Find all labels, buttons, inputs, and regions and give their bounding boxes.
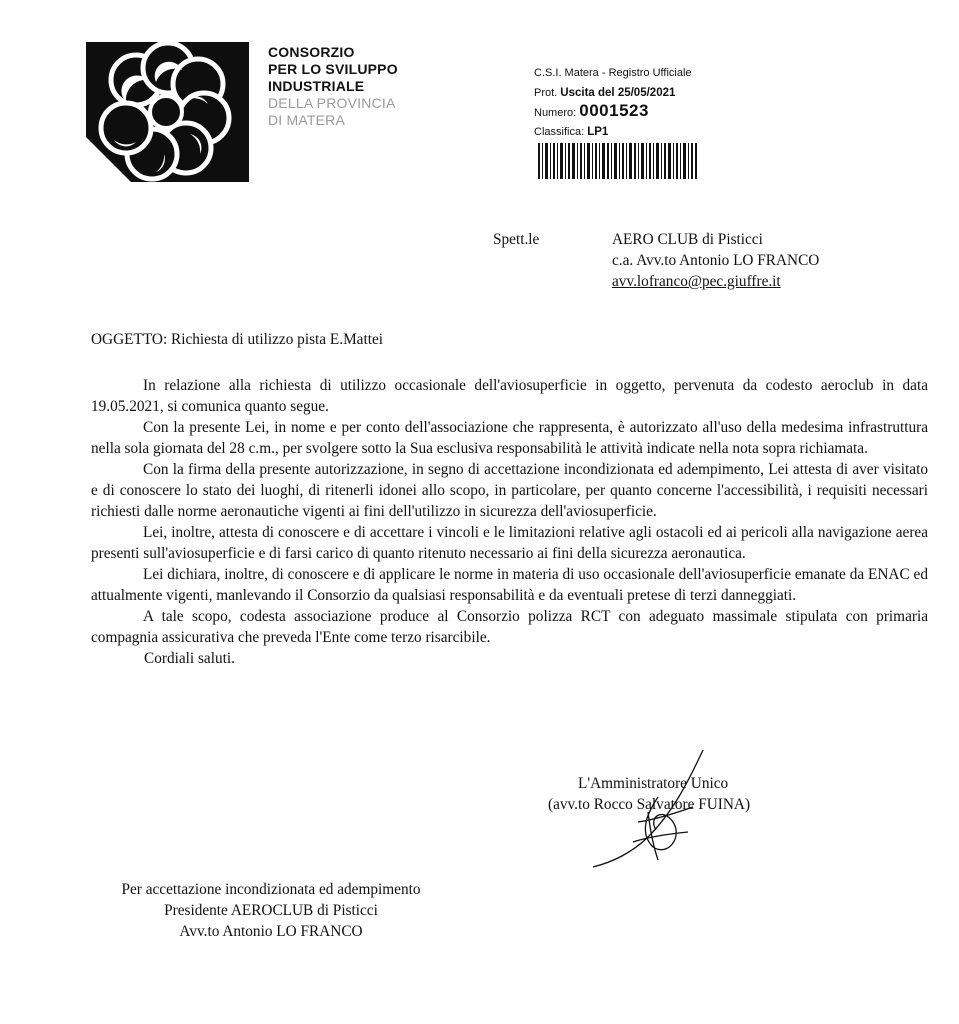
addressee-attention: c.a. Avv.to Antonio LO FRANCO (612, 252, 820, 269)
acceptance-line: Avv.to Antonio LO FRANCO (179, 923, 363, 940)
body-paragraph: Con la firma della presente autorizzazione, in segno di accettazione incondizionata ed adempimento, Lei attesta di aver visitato e di conoscere lo stato dei luoghi, di ritenerli idonei allo scopo, in particolare, per quanto concerne l'accessibilità, i requisiti necessari richiesti dalle norme aeronautiche vigenti ai fini dell'utilizzo in sicurezza dell'aviosuperficie. (91, 461, 928, 520)
org-line: DELLA PROVINCIA (268, 95, 396, 111)
stamp-classification-label: Classifica: (534, 126, 585, 138)
stamp-number-label: Numero: (534, 107, 577, 119)
stamp-classification-value: LP1 (587, 126, 609, 138)
stamp-protocol-label: Prot. (534, 87, 558, 99)
stamp-number (534, 103, 649, 121)
acceptance-line: Per accettazione incondizionata ed adempimento (121, 881, 421, 898)
org-line: DI MATERA (268, 112, 345, 128)
org-line: INDUSTRIALE (268, 78, 365, 94)
stamp-title: C.S.I. Matera - Registro Ufficiale (534, 67, 692, 79)
organization-name (268, 44, 398, 129)
letter-subject: OGGETTO: Richiesta di utilizzo pista E.Mattei (91, 331, 384, 348)
acceptance-line: Presidente AEROCLUB di Pisticci (164, 902, 378, 919)
signatory-name: (avv.to Rocco Salvatore FUINA) (548, 796, 751, 813)
letter-body (91, 375, 928, 669)
signatory-role: L'Amministratore Unico (578, 775, 729, 792)
acceptance-block (91, 879, 451, 942)
body-paragraph: In relazione alla richiesta di utilizzo occasionale dell'aviosuperficie in oggetto, pervenuta da codesto aeroclub in data 19.05.2021, si comunica quanto segue. (91, 377, 928, 415)
addressee-salutation: Spett.le (493, 231, 540, 248)
body-paragraph: Lei dichiara, inoltre, di conoscere e di applicare le norme in materia di uso occasionale dell'aviosuperficie emanate da ENAC ed attualmente vigenti, manlevando il Consorzio da qualsiasi responsabilità e da eventuali pretese di terzi danneggiati. (91, 566, 928, 604)
stamp-classification (534, 125, 608, 140)
addressee-email-link[interactable]: avv.lofranco@pec.giuffre.it (612, 273, 781, 290)
addressee-block (612, 229, 819, 292)
body-paragraph: Lei, inoltre, attesta di conoscere e di accettare i vincoli e le limitazioni relative agli ostacoli ed ai pericoli alla navigazione aerea presenti sull'aviosuperficie e di farsi carico di quanto ritenuto necessario ai fini della sicurezza aeronautica. (91, 524, 928, 562)
stamp-protocol (534, 86, 675, 101)
body-paragraph: Con la presente Lei, in nome e per conto dell'associazione che rappresenta, è autorizzato all'uso della medesima infrastruttura nella sola giornata del 28 c.m., per svolgere sotto la Sua esclusiva responsabilità le attività indicate nella nota sopra richiamata. (91, 419, 928, 457)
consorzio-logo (86, 42, 249, 182)
barcode (538, 143, 698, 184)
stamp-protocol-value: Uscita del 25/05/2021 (560, 87, 676, 99)
addressee-name: AERO CLUB di Pisticci (612, 231, 763, 248)
org-line: PER LO SVILUPPO (268, 61, 398, 77)
closing-greeting: Cordiali saluti. (144, 650, 235, 667)
org-line: CONSORZIO (268, 44, 355, 60)
stamp-number-value: 0001523 (579, 101, 649, 120)
body-paragraph: A tale scopo, codesta associazione produce al Consorzio polizza RCT con adeguato massimale stipulata con primaria compagnia assicurativa che preveda l'Ente come terzo risarcibile. (91, 608, 928, 646)
